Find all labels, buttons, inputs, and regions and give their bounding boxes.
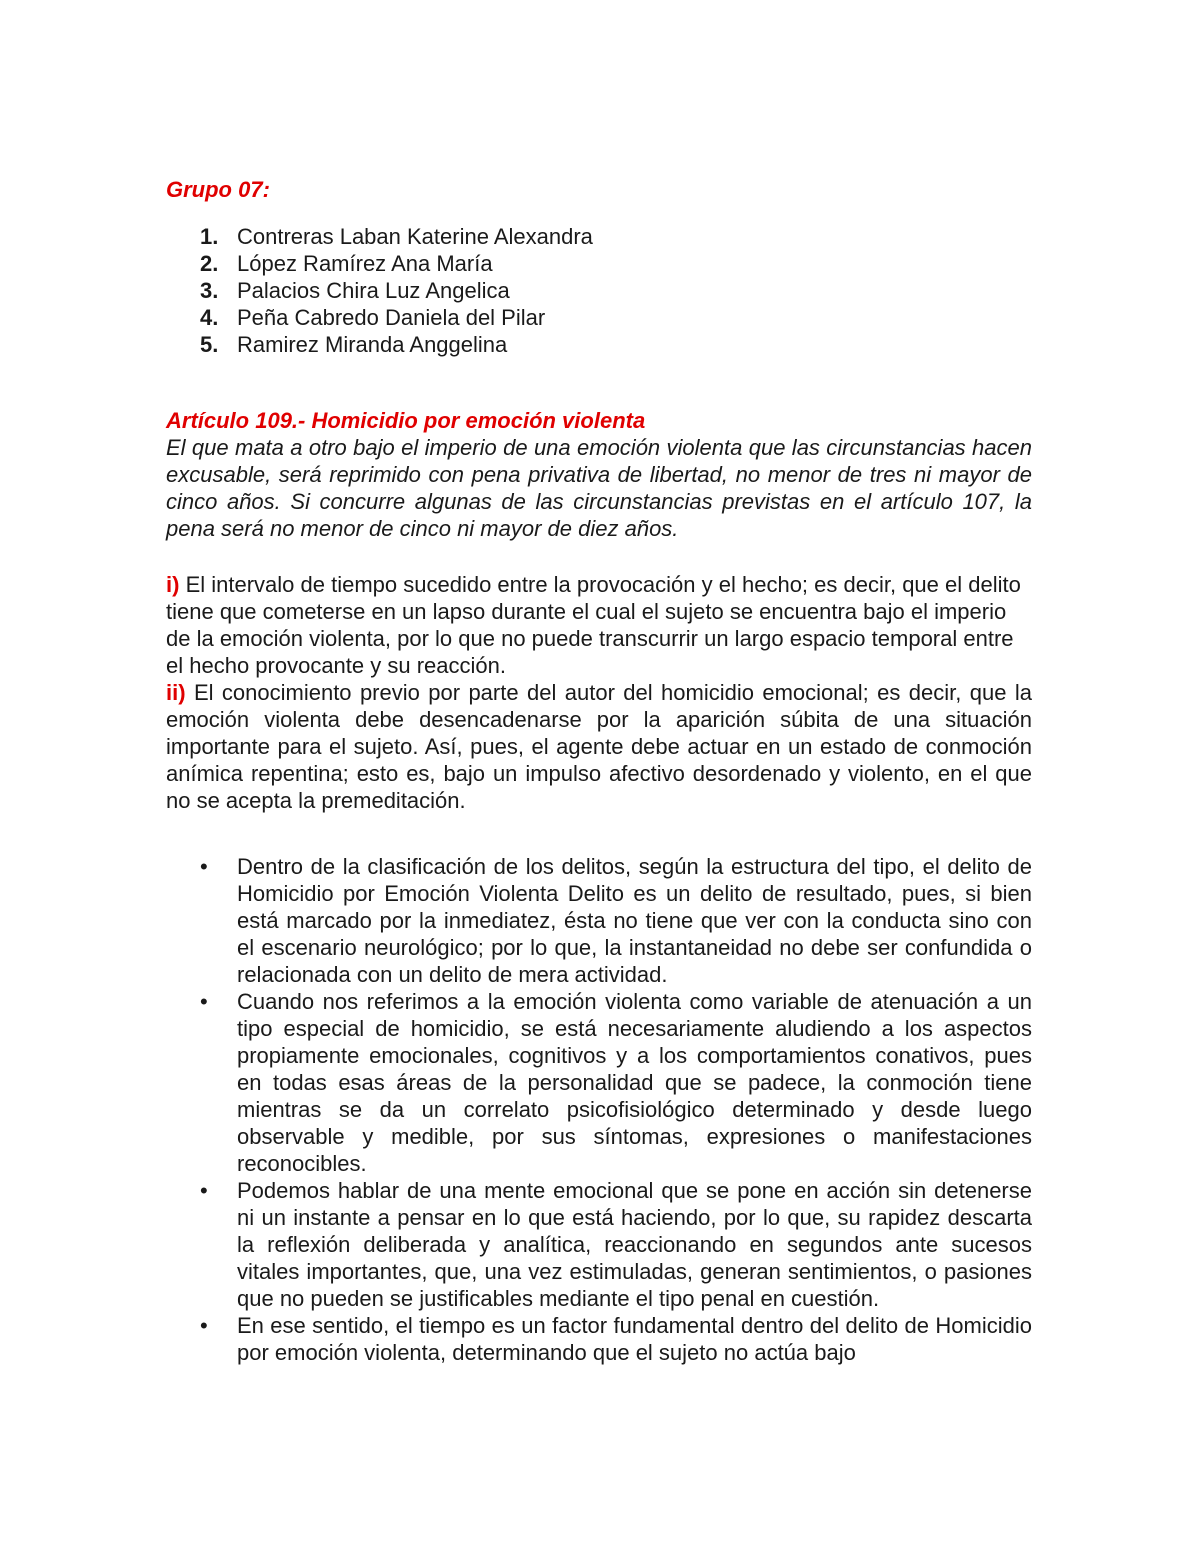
member-number: 1.	[200, 224, 219, 249]
member-item	[166, 277, 866, 304]
article-section	[166, 407, 1032, 542]
criteria-section	[166, 571, 1032, 814]
bullet-icon: •	[200, 989, 208, 1014]
member-item	[166, 223, 866, 250]
member-item	[166, 250, 866, 277]
bullet-text: Cuando nos referimos a la emoción violenta como variable de atenuación a un tipo especial de homicidio, se está necesariamente aludiendo a los aspectos propiamente emocionales, cognitivos y a los comportamientos conativos, pues en todas esas áreas de la personalidad que se padece, la conmoción tiene mientras se da un correlato psicofisiológico determinado y desde luego observable y medible, por sus síntomas, expresiones o manifestaciones reconocibles.	[237, 989, 1032, 1176]
member-number: 4.	[200, 305, 219, 330]
bullet-item	[166, 1312, 1032, 1366]
member-name: Palacios Chira Luz Angelica	[237, 278, 510, 303]
bullet-item	[166, 988, 1032, 1177]
bullet-icon: •	[200, 1313, 208, 1338]
bullet-icon: •	[200, 854, 208, 879]
bullet-text: Podemos hablar de una mente emocional que se pone en acción sin detenerse ni un instante a pensar en lo que está haciendo, por lo que, su rapidez descarta la reflexión deliberada y analítica, reaccionando en segundos ante sucesos vitales importantes, que, una vez estimuladas, generan sentimientos, o pasiones que no pueden se justificables mediante el tipo penal en cuestión.	[237, 1178, 1032, 1311]
bullet-list	[166, 853, 1032, 1366]
bullet-item	[166, 853, 1032, 988]
group-title: Grupo 07:	[166, 177, 270, 202]
criterion-paragraph	[166, 571, 1032, 679]
member-name: Peña Cabredo Daniela del Pilar	[237, 305, 546, 330]
article-text: El que mata a otro bajo el imperio de una emoción violenta que las circunstancias hacen excusable, será reprimido con pena privativa de libertad, no menor de tres ni mayor de cinco años. Si concurre algunas de las circunstancias previstas en el artículo 107, la pena será no menor de cinco ni mayor de diez años.	[166, 435, 1032, 541]
member-item	[166, 304, 866, 331]
criterion-paragraph	[166, 679, 1032, 814]
member-list	[166, 223, 866, 358]
member-name: Ramirez Miranda Anggelina	[237, 332, 508, 357]
article-title: Artículo 109.- Homicidio por emoción violenta	[166, 408, 646, 433]
member-number: 2.	[200, 251, 219, 276]
criterion-label: ii)	[166, 680, 186, 705]
member-number: 3.	[200, 278, 219, 303]
bullet-item	[166, 1177, 1032, 1312]
bullet-text: Dentro de la clasificación de los delitos, según la estructura del tipo, el delito de Homicidio por Emoción Violenta Delito es un delito de resultado, pues, si bien está marcado por la inmediatez, ésta no tiene que ver con la conducta sino con el escenario neurológico; por lo que, la instantaneidad no debe ser confundida o relacionada con un delito de mera actividad.	[237, 854, 1032, 987]
member-name: Contreras Laban Katerine Alexandra	[237, 224, 593, 249]
member-item	[166, 331, 866, 358]
member-number: 5.	[200, 332, 219, 357]
criterion-text: El conocimiento previo por parte del autor del homicidio emocional; es decir, que la emoción violenta debe desencadenarse por la aparición súbita de una situación importante para el sujeto. Así, pues, el agente debe actuar en un estado de conmoción anímica repentina; esto es, bajo un impulso afectivo desordenado y violento, en el que no se acepta la premeditación.	[166, 680, 1032, 813]
bullet-text: En ese sentido, el tiempo es un factor fundamental dentro del delito de Homicidio por emoción violenta, determinando que el sujeto no actúa bajo	[237, 1313, 1032, 1365]
member-name: López Ramírez Ana María	[237, 251, 493, 276]
criterion-text: El intervalo de tiempo sucedido entre la provocación y el hecho; es decir, que el delito tiene que cometerse en un lapso durante el cual el sujeto se encuentra bajo el imperio de la emoción violenta, por lo que no puede transcurrir un largo espacio temporal entre el hecho provocante y su reacción.	[166, 572, 1021, 678]
bullet-icon: •	[200, 1178, 208, 1203]
criterion-label: i)	[166, 572, 180, 597]
